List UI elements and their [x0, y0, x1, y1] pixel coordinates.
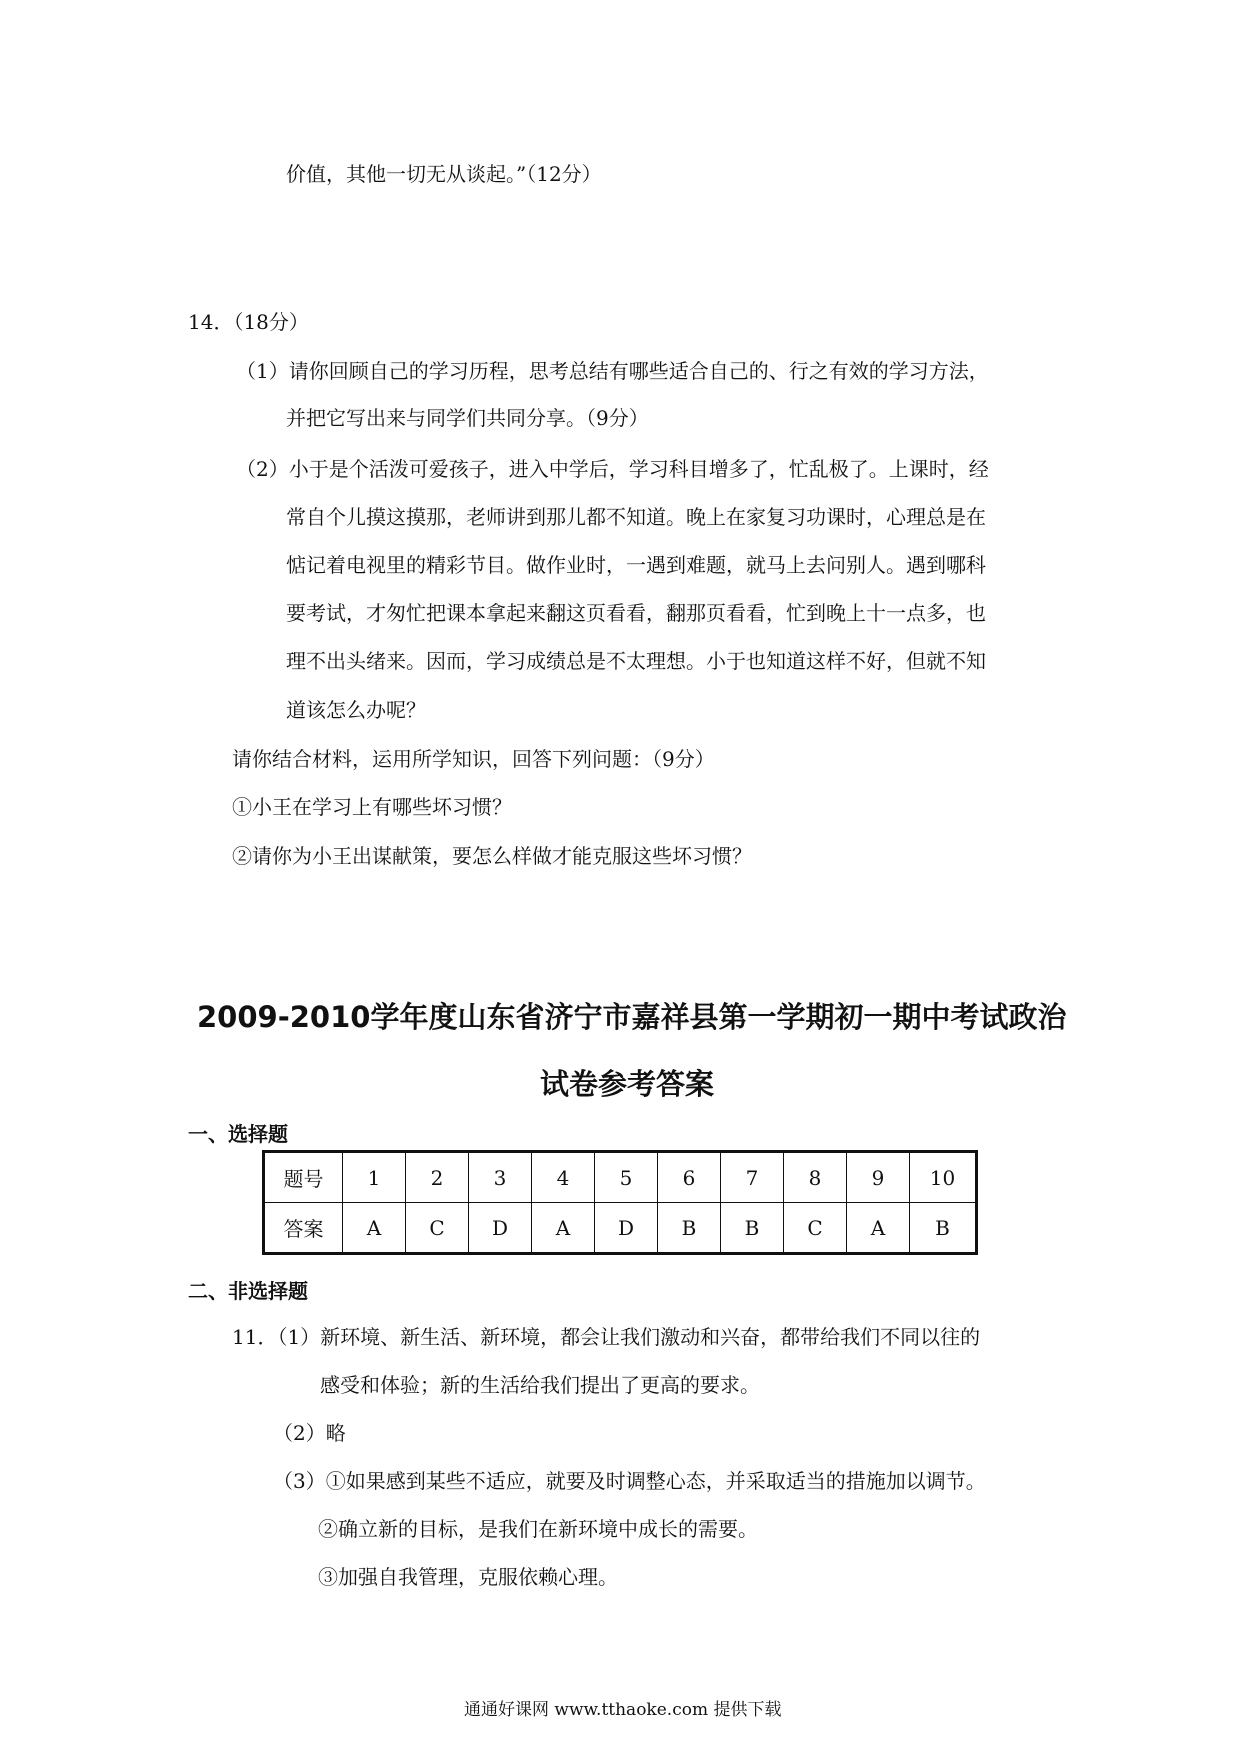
table-cell: 5	[595, 1152, 658, 1203]
text-line: 惦记着电视里的精彩节目。做作业时，一遇到难题，就马上去问别人。遇到哪科	[286, 553, 986, 577]
table-cell: D	[595, 1203, 658, 1254]
table-cell: 6	[658, 1152, 721, 1203]
table-cell: C	[784, 1203, 847, 1254]
answer-title: 2009-2010学年度山东省济宁市嘉祥县第一学期初一期中考试政治	[197, 1000, 1067, 1034]
table-cell: D	[469, 1203, 532, 1254]
table-cell: B	[658, 1203, 721, 1254]
table-cell: 9	[847, 1152, 910, 1203]
table-cell: 8	[784, 1152, 847, 1203]
table-cell: 7	[721, 1152, 784, 1203]
text-line: （3）①如果感到某些不适应，就要及时调整心态，并采取适当的措施加以调节。	[273, 1469, 986, 1493]
table-header-cell: 题号	[264, 1152, 343, 1203]
section-heading-nonchoice: 二、非选择题	[188, 1279, 308, 1303]
section-heading-choice: 一、选择题	[188, 1122, 288, 1146]
table-header-cell: 答案	[264, 1203, 343, 1254]
question-number: 14．（18分）	[188, 310, 309, 334]
text-line: ②请你为小王出谋献策，要怎么样做才能克服这些坏习惯？	[232, 844, 752, 868]
table-row	[264, 1152, 977, 1203]
table-cell: C	[406, 1203, 469, 1254]
table-cell: 4	[532, 1152, 595, 1203]
text-line: 请你结合材料，运用所学知识，回答下列问题：（9分）	[232, 747, 715, 771]
table-row	[264, 1203, 977, 1254]
table-cell: 3	[469, 1152, 532, 1203]
table-cell: 10	[910, 1152, 977, 1203]
text-line: 理不出头绪来。因而，学习成绩总是不太理想。小于也知道这样不好，但就不知	[286, 649, 986, 673]
text-line: 道该怎么办呢？	[286, 698, 426, 722]
table-cell: B	[910, 1203, 977, 1254]
text-line: 要考试，才匆忙把课本拿起来翻这页看看，翻那页看看，忙到晚上十一点多，也	[286, 601, 986, 625]
text-line: 价值，其他一切无从谈起。”（12分）	[286, 162, 602, 186]
answer-title-line2: 试卷参考答案	[540, 1067, 715, 1101]
text-line: 感受和体验；新的生活给我们提出了更高的要求。	[320, 1373, 760, 1397]
page-footer: 通通好课网 www.tthaoke.com 提供下载	[464, 1700, 782, 1720]
table-cell: 2	[406, 1152, 469, 1203]
table-cell: A	[532, 1203, 595, 1254]
text-line: 常自个儿摸这摸那，老师讲到那儿都不知道。晚上在家复习功课时，心理总是在	[286, 505, 986, 529]
text-line: ③加强自我管理，克服依赖心理。	[318, 1565, 618, 1589]
answer-table	[262, 1150, 978, 1255]
text-line: （2）略	[273, 1421, 346, 1445]
text-line: （2）小于是个活泼可爱孩子，进入中学后，学习科目增多了，忙乱极了。上课时，经	[236, 457, 989, 481]
text-line: （1）请你回顾自己的学习历程，思考总结有哪些适合自己的、行之有效的学习方法，	[236, 359, 989, 383]
table-cell: A	[847, 1203, 910, 1254]
table-cell: A	[343, 1203, 406, 1254]
table-cell: B	[721, 1203, 784, 1254]
text-line: 11．（1）新环境、新生活、新环境，都会让我们激动和兴奋，都带给我们不同以往的	[232, 1325, 981, 1349]
table-cell: 1	[343, 1152, 406, 1203]
text-line: ①小王在学习上有哪些坏习惯？	[232, 795, 512, 819]
text-line: ②确立新的目标，是我们在新环境中成长的需要。	[318, 1517, 758, 1541]
text-line: 并把它写出来与同学们共同分享。（9分）	[286, 406, 649, 430]
